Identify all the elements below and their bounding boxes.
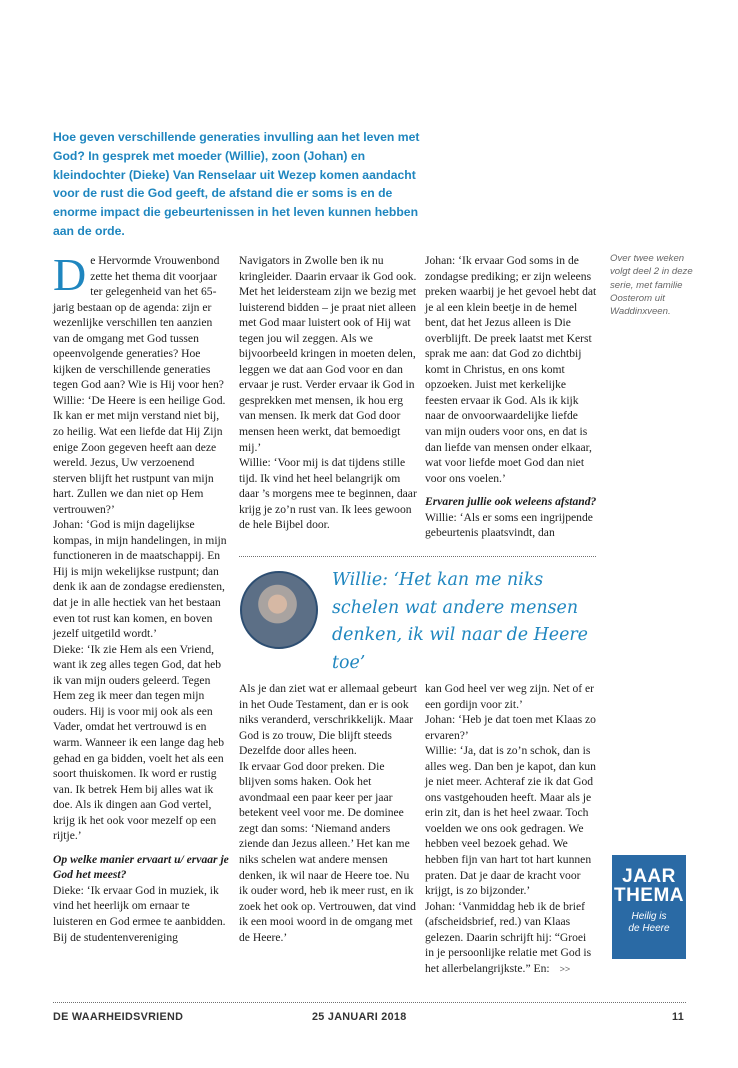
continue-arrow: >> — [559, 963, 571, 974]
article-column-3-lower — [425, 681, 597, 977]
paragraph: e Hervormde Vrouwenbond zette het thema dit voorjaar ter gelegenheid van het 65-jarig bestaan op de agenda: zijn er wezenlijke verschillen ten aanzien van de omgang met God tussen opeenvolgende generaties? Hoe kijken de verschillende generaties tegen God aan? Wie is Hij voor hen? — [53, 254, 224, 392]
paragraph: Johan: ‘Heb je dat toen met Klaas zo ervaren?’ — [425, 713, 596, 742]
footer-page-number: 11 — [672, 1011, 685, 1023]
interview-question: Ervaren jullie ook weleens afstand? — [425, 495, 597, 509]
paragraph: Dieke: ‘Ik ervaar God in muziek, ik vind het heerlijk om ernaar te luisteren en God ermee te aanbidden. Bij de studentenvereniging — [53, 883, 226, 944]
badge-line-4: de Heere — [628, 923, 670, 934]
interviewee-portrait — [240, 571, 318, 649]
paragraph: Johan: ‘Ik ervaar God soms in de zondagse prediking; er zijn weleens preken waarbij je het gevoel hebt dat je al een klein beetje in de hemel bent, dat het Jezus alleen is Die overblijft. De preek laatst met Kerst sprak me aan: dat God zo dichtbij komt in Christus, en ons komt opzoeken. Juist met kerkelijke feesten ervaar ik God. Als ik kijk naar de onvoorwaardelijke liefde van mijn ouders voor ons, en dat is dan liefde van mensen onder elkaar, wat voor liefde moet God dan niet voor ons voelen.’ — [425, 254, 597, 485]
paragraph: Willie: ‘Als er soms een ingrijpende gebeurtenis plaatsvindt, dan — [425, 510, 593, 540]
series-sidenote: Over twee weken volgt deel 2 in deze serie, met familie Oosterom uit Waddinxveen. — [610, 253, 693, 318]
pull-quote: Willie: ‘Het kan me niks schelen wat andere mensen denken, ik wil naar de Heere toe’ — [332, 570, 588, 673]
paragraph: Willie: ‘De Heere is een heilige God. Ik kan er met mijn verstand niet bij, zo heilig. Wat een liefde dat Hij Zijn enige Zoon gegeven heeft aan deze wereld. Jezus, Uw verzoenend sterven blijft het rustpunt van mijn hart. Zullen we dan niet op Hem vertrouwen?’ — [53, 393, 226, 516]
article-column-2-lower — [239, 681, 417, 945]
paragraph: Willie: ‘Ja, dat is zo’n schok, dan is alles weg. Dan ben je kapot, dan kun je niet meer. Achteraf zie ik dat God ons vastgehouden heeft. Maar als je erin zit, dan is het heel zwaar. Toch voelden we ons ook gedragen. We hebben veel bezoek gehad. We hebben fijn van hart tot hart kunnen praten. Dat je daar de kracht voor krijgt, is zo bijzonder.’ — [425, 744, 596, 898]
paragraph: kan God heel ver weg zijn. Net of er een gordijn voor zit.’ — [425, 682, 595, 711]
footer-divider — [53, 1002, 686, 1003]
interview-question: Op welke manier ervaart u/ ervaar je God het meest? — [53, 852, 229, 882]
article-column-2 — [239, 253, 417, 533]
intro-lead: Hoe geven verschillende generaties invulling aan het leven met God? In gesprek met moeder (Willie), zoon (Johan) en kleindochter (Dieke) Van Renselaar uit Wezep komen aandacht voor de rust die God geeft, de afstand die er soms is en de enorme impact die gebeurtenissen in het leven kunnen hebben aan de orde. — [53, 130, 420, 238]
footer-date: 25 JANUARI 2018 — [312, 1011, 407, 1023]
paragraph-text: Johan: ‘Vanmiddag heb ik de brief (afscheidsbrief, red.) van Klaas gelezen. Daarin schrijft hij: “Groei in je persoonlijke relatie met God is het allerbelangrijkste.” En: — [425, 899, 592, 975]
paragraph: Navigators in Zwolle ben ik nu kringleider. Daarin ervaar ik God ook. Met het leidersteam zijn we bezig met luisterend bidden – je praat niet alleen met God maar luistert ook of Hij wat tegen jou wil zeggen. Als we bijvoorbeeld kringen in moeten delen, leggen we dat aan God voor en dan ervaar je rust. Verder ervaar ik God in gesprekken met mensen, ik hou erg van mensen. Ik merk dat God door mensen heen werkt, dat bemoedigt mij.’ — [239, 254, 417, 454]
paragraph: Als je dan ziet wat er allemaal gebeurt in het Oude Testament, dan er is ook niks veranderd, verschrikkelijk. Maar God is zo trouw, Die blijft steeds Dezelfde door alles heen. — [239, 682, 418, 758]
paragraph: Dieke: ‘Ik zie Hem als een Vriend, want ik zeg alles tegen God, dat heb ik van mijn ouders geleerd. Tegen Hem zeg ik meer dan tegen mijn ouders. Hij is voor mij ook als een Vader, omdat het vertrouwd is en warm. Wanneer ik een lange dag heb gehad en ga bidden, voelt het als een soort thuiskomen. Ik word er rustig van. Ik betrek Hem bij alles wat ik doe. Als ik dingen aan God vertel, krijg ik het ook voor mezelf op een rijtje.’ — [53, 642, 225, 843]
drop-cap: D — [53, 249, 87, 300]
badge-line-3: Heilig is — [631, 911, 667, 922]
paragraph: Johan: ‘God is mijn dagelijkse kompas, in mijn handelingen, in mijn functioneren in de maatschappij. En Hij is mijn wekelijkse rustpunt; dan denk ik aan de zondagse erediensten, dat je in alle hectiek van het bestaan even tot rust kan komen, en boven jezelf uitgetild wordt.’ — [53, 518, 227, 641]
paragraph — [425, 899, 597, 978]
paragraph: Ik ervaar God door preken. Die blijven soms haken. Ook het avondmaal een paar keer per jaar betekent veel voor me. De dominee zegt dan soms: ‘Niemand anders ziende dan Jezus alleen.’ Het kan me niks schelen wat andere mensen denken, ik wil naar de Heere toe. Nu ik ouder word, heb ik meer rust, en ik zoek het ook op. Vertrouwen, dat vind ik een mooi woord in de omgang met de Heere.’ — [239, 759, 416, 944]
footer-publication: DE WAARHEIDSVRIEND — [53, 1011, 184, 1023]
badge-line-2: THEMA — [613, 885, 685, 906]
pullquote-divider — [239, 556, 596, 557]
paragraph: Willie: ‘Voor mij is dat tijdens stille tijd. Ik vind het heel belangrijk om daar ’s morgens mee te beginnen, daar krijg je zo’n rust van. Ik lees gewoon de hele Bijbel door. — [239, 456, 417, 532]
article-column-3 — [425, 253, 597, 541]
badge-line-1: JAAR — [622, 866, 676, 887]
article-column-1 — [53, 249, 229, 945]
jaarthema-badge — [612, 855, 686, 959]
